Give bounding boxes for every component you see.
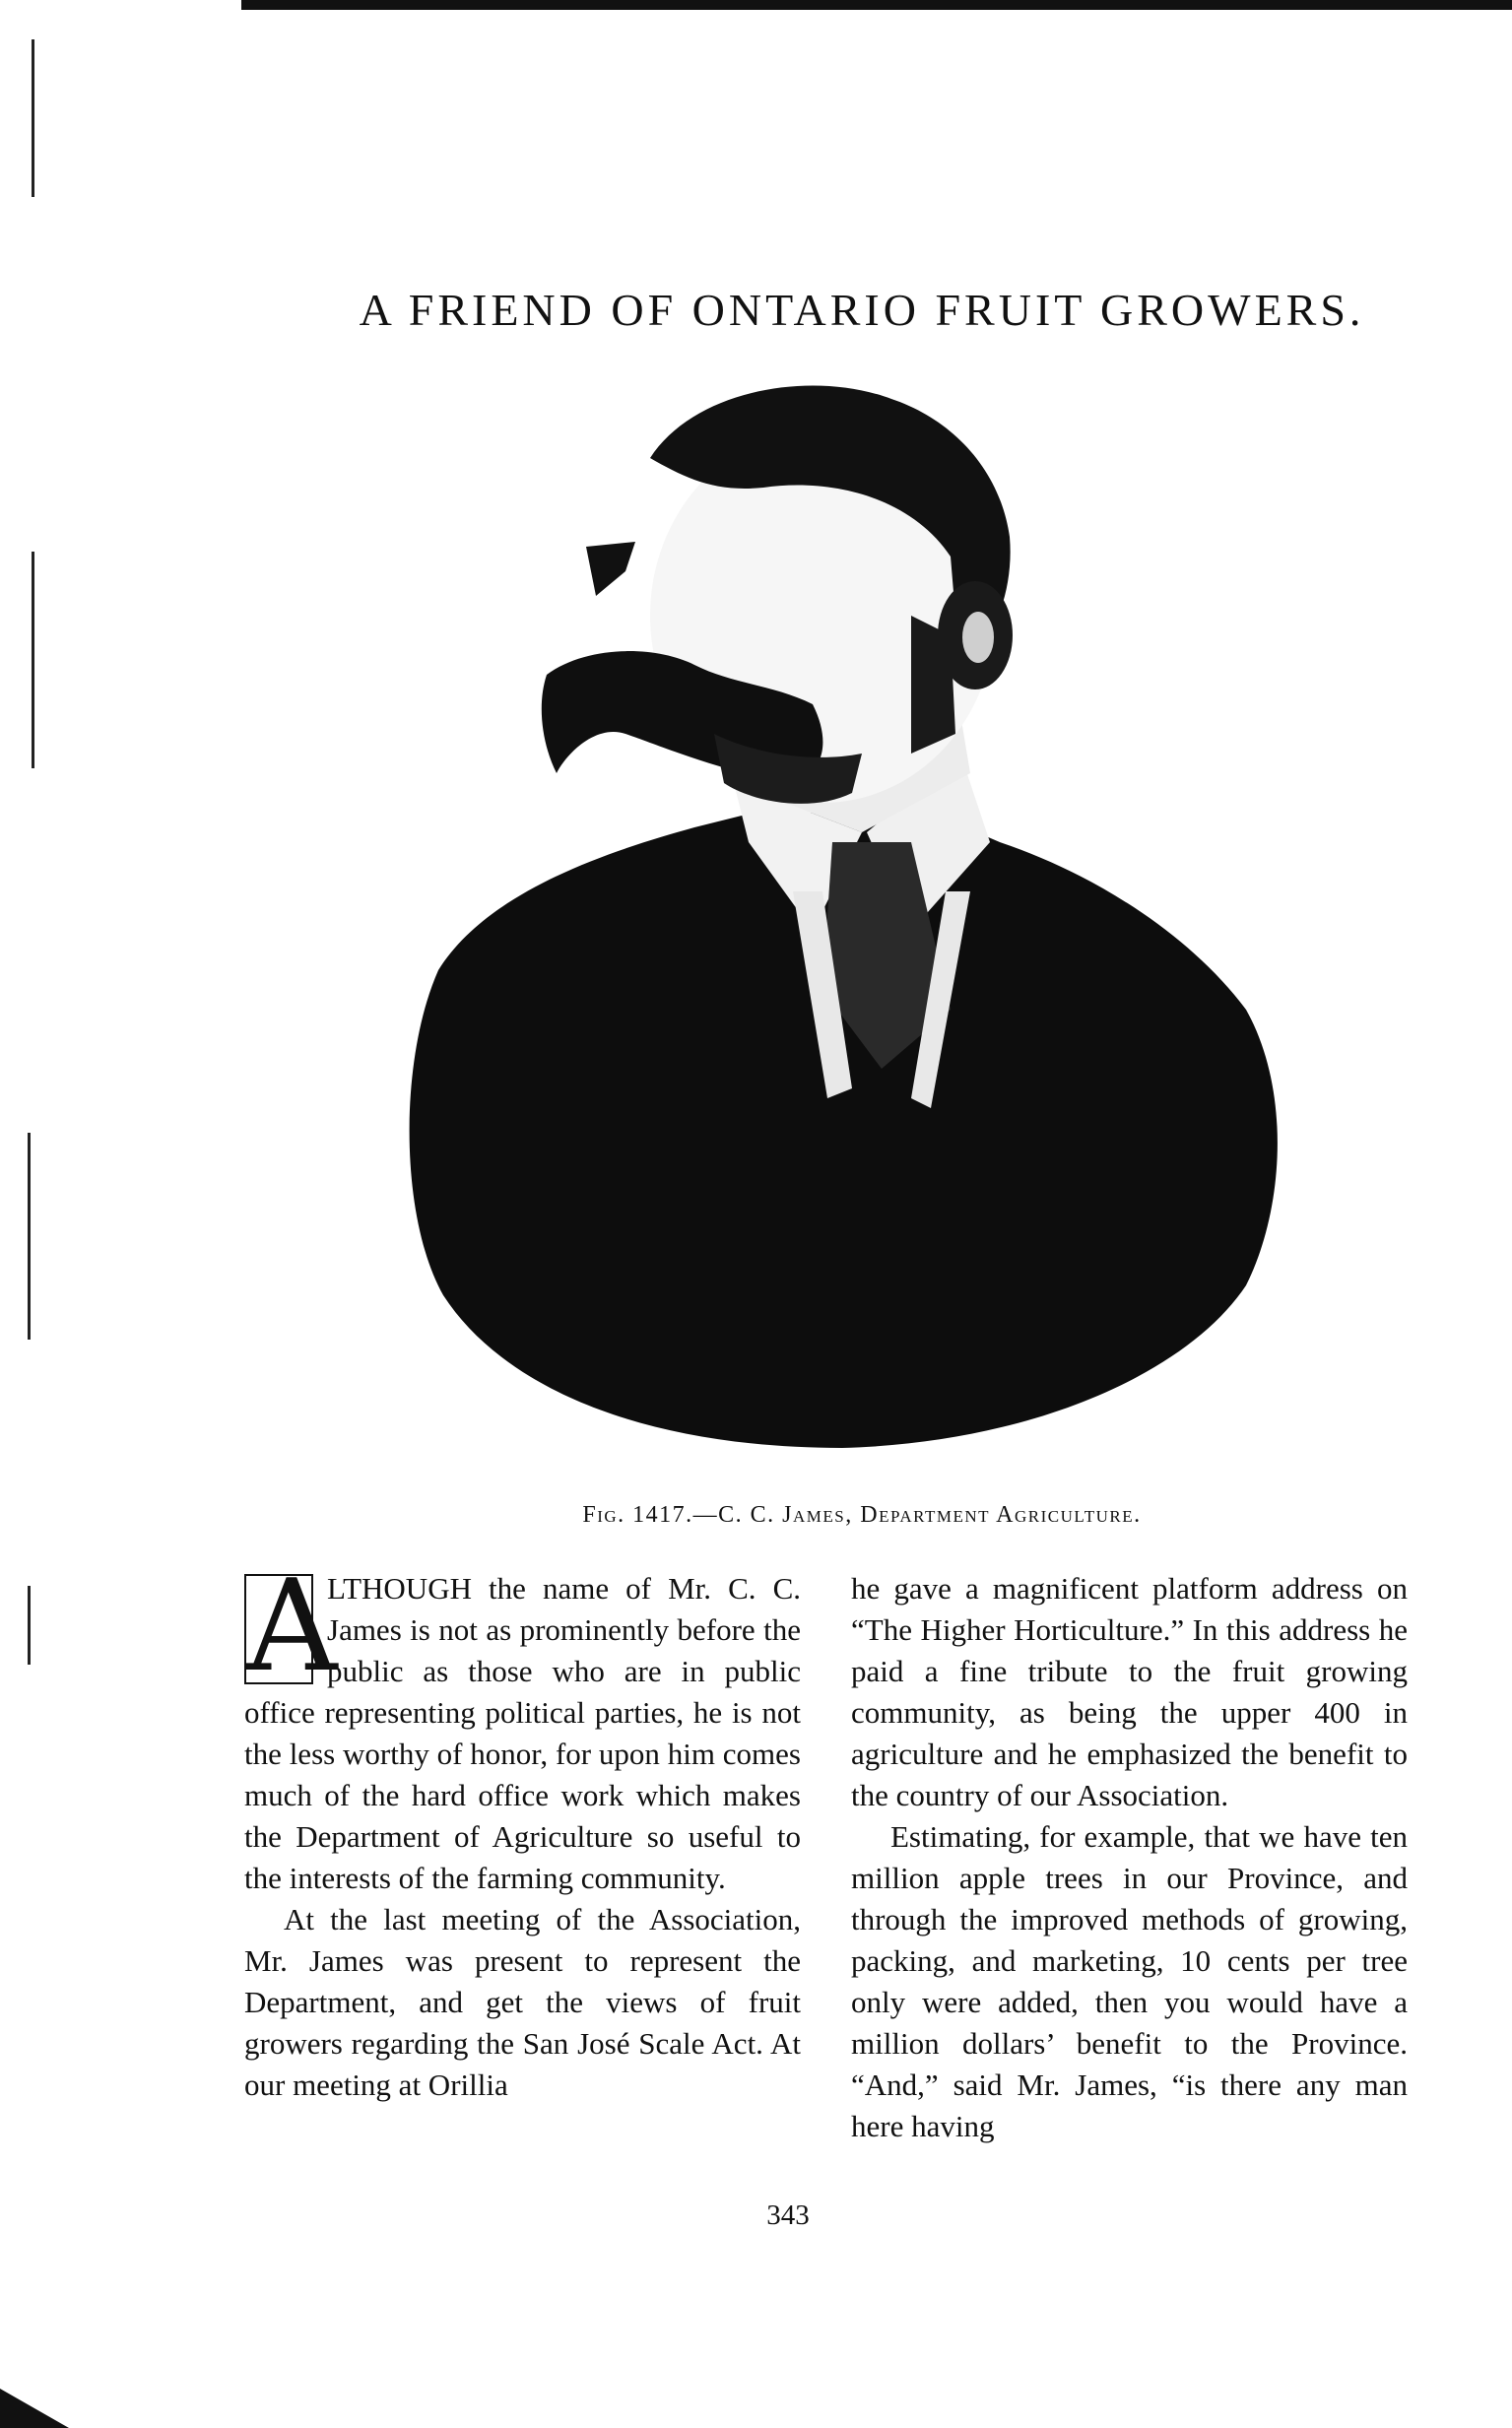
portrait-photo: [399, 379, 1285, 1473]
right-column: [851, 1568, 1408, 2147]
article-title: A FRIEND OF ONTARIO FRUIT GROWERS.: [359, 285, 1365, 335]
figure-caption: Fig. 1417.—C. C. James, Department Agriculture.: [582, 1502, 1142, 1528]
left-column: [244, 1553, 801, 2106]
paragraph: [244, 1553, 801, 1899]
margin-mark: [32, 39, 34, 197]
paragraph: At the last meeting of the Association, Mr. James was present to represent the Department, and get the views of fruit growers regarding the San José Scale Act. At our meeting at Orillia: [244, 1902, 801, 2102]
margin-mark: [32, 552, 34, 768]
top-edge-rule: [241, 0, 1512, 10]
paragraph: he gave a magnificent platform address on “The Higher Horticulture.” In this address he paid a fine tribute to the fruit growing community, as being the upper 400 in agriculture and he emphasized the benefit to the country of our Association.: [851, 1571, 1408, 1812]
margin-mark: [28, 1586, 31, 1665]
corner-mark: [0, 2389, 69, 2428]
margin-mark: [28, 1133, 31, 1340]
drop-cap: A: [246, 1553, 338, 1700]
page-number: 343: [766, 2199, 810, 2231]
paragraph-text: LTHOUGH the name of Mr. C. C. James is not as prominently before the public as those who are in public office representing political parties, he is not the less worthy of honor, for upon him comes much of the hard office work which makes the Department of Agriculture so useful to the interests of the farming community.: [244, 1571, 801, 1895]
paragraph: Estimating, for example, that we have ten million apple trees in our Province, and through the improved methods of growing, packing, and marketing, 10 cents per tree only were added, then you would have a million dollars’ benefit to the Province. “And,” said Mr. James, “is there any man here having: [851, 1819, 1408, 2143]
